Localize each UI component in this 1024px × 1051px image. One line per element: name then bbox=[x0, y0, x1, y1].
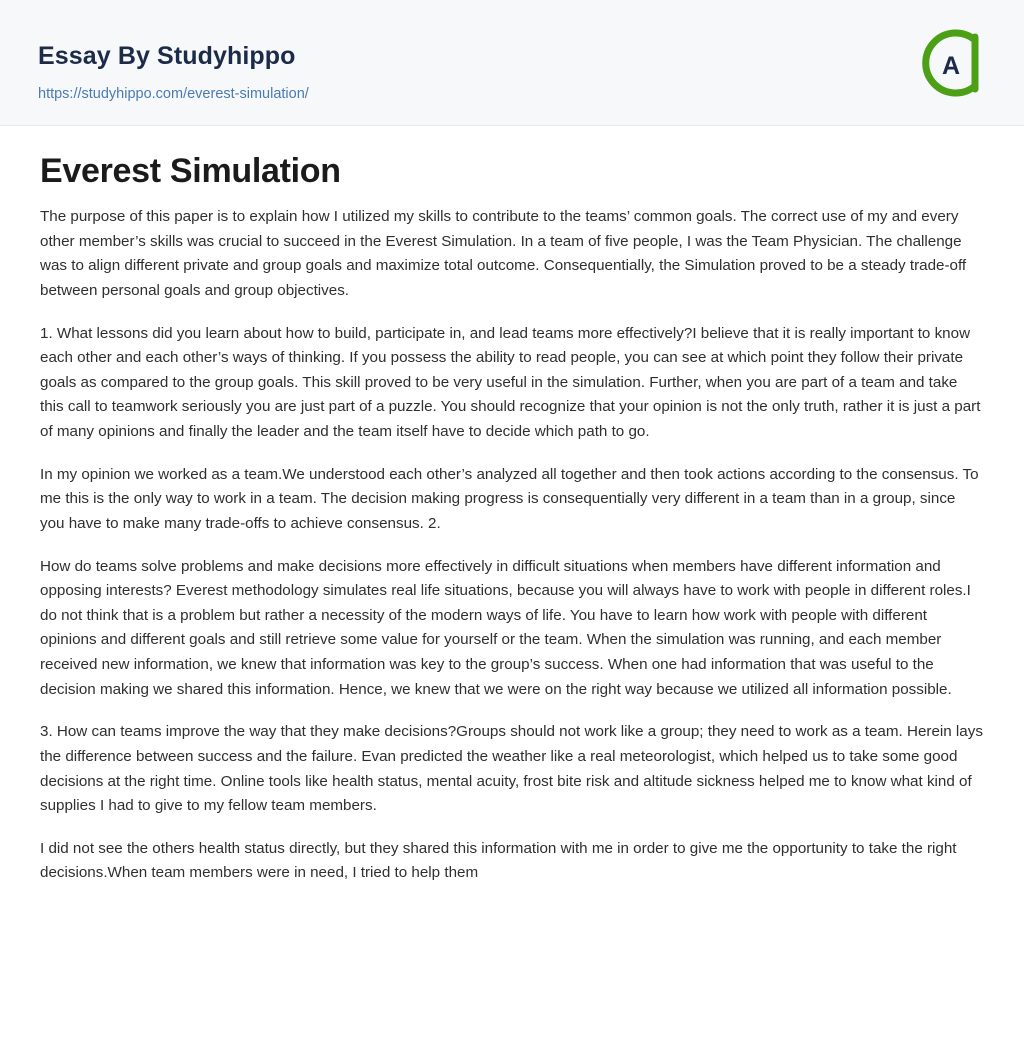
circle-a-logo-icon bbox=[912, 24, 990, 102]
paragraph-1: The purpose of this paper is to explain how I utilized my skills to contribute to the teams’ common goals. The correct use of my and every other member’s skills was crucial to succeed in the Everest Simulation. In a team of five people, I was the Team Physician. The challenge was to align different private and group goals and maximize total outcome. Consequentially, the Simulation proved to be a steady trade-off between personal goals and group objectives. bbox=[40, 208, 967, 299]
article-body bbox=[0, 126, 1024, 886]
source-url-link[interactable]: https://studyhippo.com/everest-simulation/ bbox=[38, 86, 309, 102]
page-header bbox=[0, 0, 1024, 126]
svg-text:A: A bbox=[941, 52, 961, 80]
paragraph-3: In my opinion we worked as a team.We understood each other’s analyzed all together and then took actions according to the consensus. To me this is the only way to work in a team. The decision making progress is consequentially very different in a team than in a group, since you have to make many trade-offs to achieve consensus. 2. bbox=[40, 465, 979, 532]
page-title: Everest Simulation bbox=[40, 152, 341, 190]
paragraph-6: I did not see the others health status directly, but they shared this information with me in order to give me the opportunity to take the right decisions.When team members were in need, I tried to help them bbox=[40, 839, 957, 882]
paragraph-4: How do teams solve problems and make decisions more effectively in difficult situations when members have different information and opposing interests? Everest methodology simulates real life situations, because you will always have to work with people in different roles.I do not think that is a problem but rather a necessity of the modern ways of life. You have to learn how work with people with different opinions and different goals and still retrieve some value for yourself or the team. When the simulation was running, and each member received new information, we knew that information was key to the group’s success. When one had information that was useful to the decision making we shared this information. Hence, we knew that we were on the right way because we utilized all information possible. bbox=[40, 557, 971, 698]
site-brand-title: Essay By Studyhippo bbox=[38, 42, 296, 70]
paragraph-5: 3. How can teams improve the way that they make decisions?Groups should not work like a group; they need to work as a team. Herein lays the difference between success and the failure. Evan predicted the weather like a real meteorologist, which helped us to take some good decisions at the right time. Online tools like health status, mental acuity, frost bite risk and altitude sickness helped me to know what kind of supplies I had to give to my fellow team members. bbox=[40, 723, 983, 815]
paragraph-2: 1. What lessons did you learn about how to build, participate in, and lead teams more effectively?I believe that it is really important to know each other and each other’s ways of thinking. If you possess the ability to read people, you can see at which point they follow their private goals as compared to the group goals. This skill proved to be very useful in the simulation. Further, when you are part of a team and take this call to teamwork seriously you are just part of a puzzle. You should recognize that your opinion is not the only truth, rather it is just a part of many opinions and finally the leader and the team itself have to decide which path to go. bbox=[40, 324, 981, 440]
